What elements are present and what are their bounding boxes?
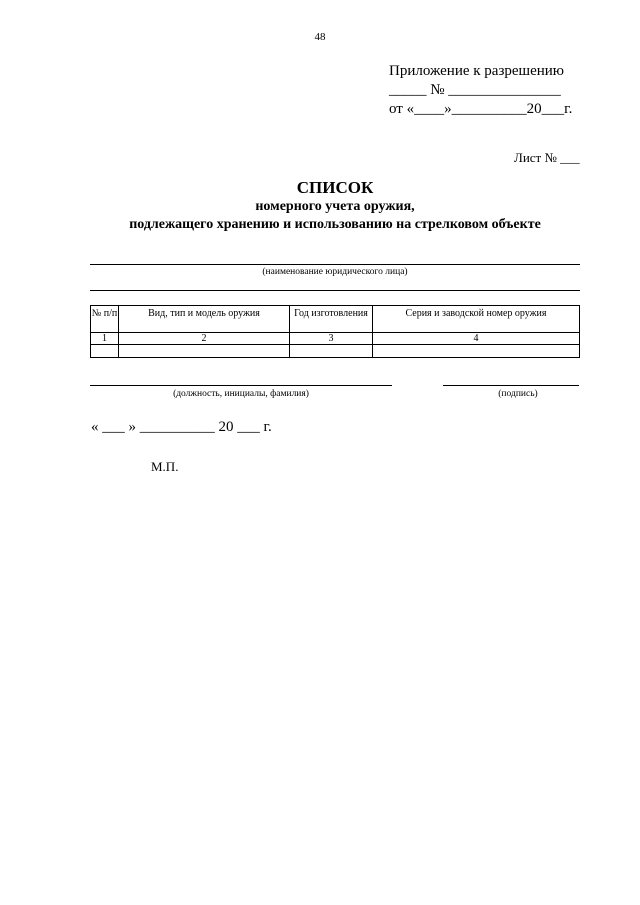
page-number: 48: [314, 31, 326, 43]
legal-entity-caption: (наименование юридического лица): [262, 267, 408, 277]
position-caption: (должность, инициалы, фамилия): [173, 389, 309, 399]
separator-line: [90, 290, 580, 291]
document-subtitle-line2: подлежащего хранению и использованию на стрелковом объекте: [129, 217, 541, 232]
table-header-row: [91, 306, 580, 333]
table-cell: [373, 345, 580, 358]
document-subtitle-line1: номерного учета оружия,: [255, 199, 415, 214]
column-number: 4: [373, 333, 580, 345]
date-line: « ___ » __________ 20 ___ г.: [91, 419, 272, 435]
weapons-table: [90, 305, 580, 358]
header-serial: Серия и заводской номер оружия: [373, 306, 580, 333]
document-title: СПИСОК: [296, 178, 374, 197]
header-year: Год изготовления: [290, 306, 373, 333]
appendix-block: [389, 62, 579, 119]
column-number: 3: [290, 333, 373, 345]
position-signature-line: [90, 385, 392, 386]
appendix-title: Приложение к разрешению: [389, 63, 565, 79]
table-cell: [91, 345, 119, 358]
column-number: 1: [91, 333, 119, 345]
table-cell: [119, 345, 290, 358]
signature-caption: (подпись): [498, 389, 538, 399]
header-number: № п/п: [91, 306, 119, 333]
legal-entity-line: [90, 264, 580, 265]
appendix-permit-date: от «____»__________20___г.: [389, 101, 573, 117]
header-weapon-type: Вид, тип и модель оружия: [119, 306, 290, 333]
appendix-permit-number: _____ № _______________: [389, 82, 561, 98]
stamp-place-label: М.П.: [151, 459, 179, 474]
sheet-number: Лист № ___: [514, 150, 580, 165]
table-column-numbers-row: [91, 333, 580, 345]
table-cell: [290, 345, 373, 358]
column-number: 2: [119, 333, 290, 345]
table-row: [91, 345, 580, 358]
signature-line: [443, 385, 579, 386]
